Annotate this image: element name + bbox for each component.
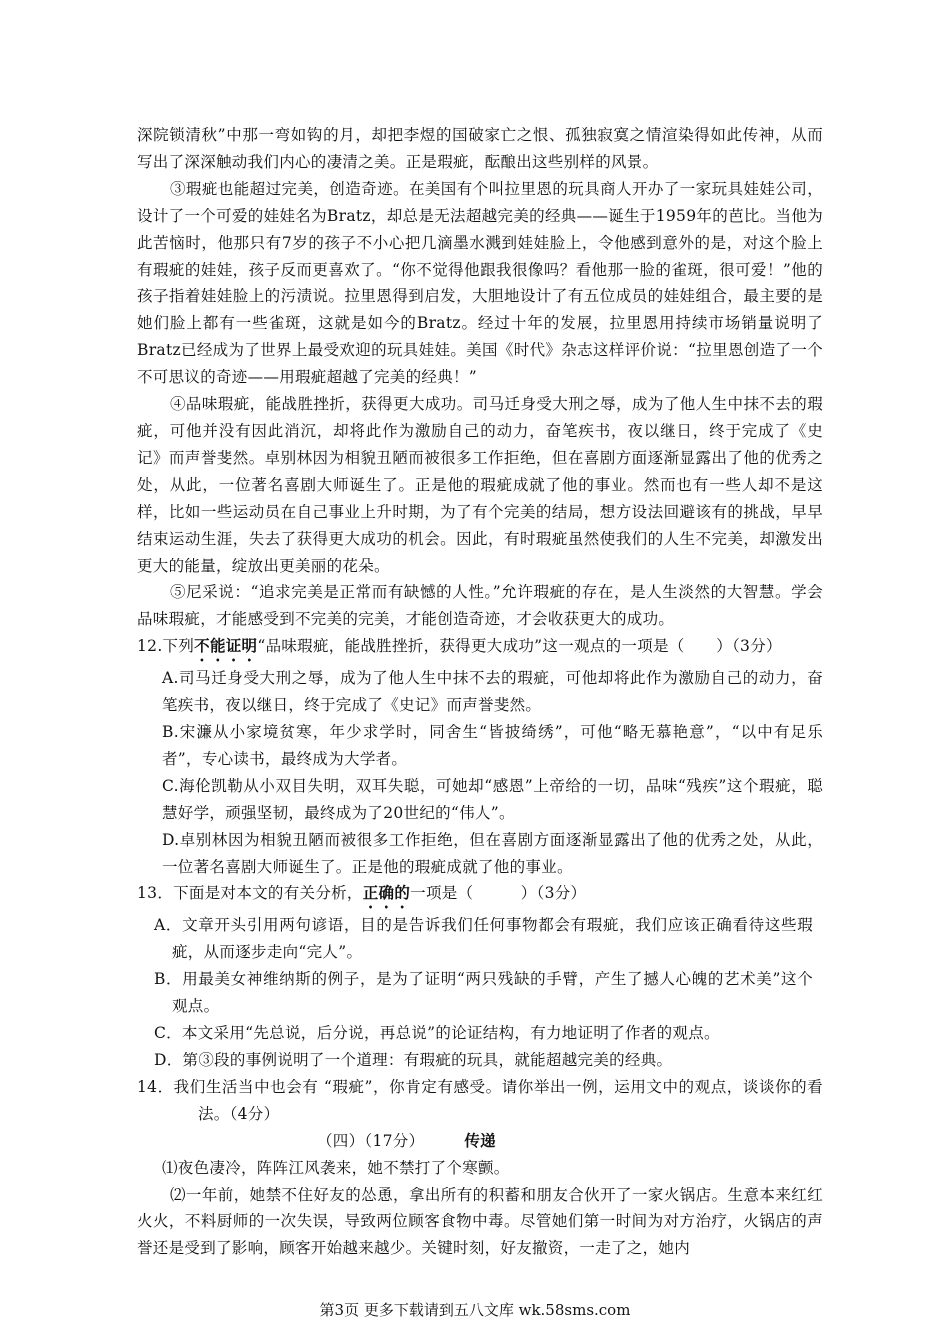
section-label: （四）（17分）	[317, 1131, 425, 1150]
question-12-option-d: D.卓别林因为相貌丑陋而被很多工作拒绝，但在喜剧方面逐渐显露出了他的优秀之处，从此，一位著名喜剧大师诞生了。正是他的瑕疵成就了他的事业。	[162, 830, 823, 876]
question-13-option-c: C．本文采用“先总说，后分说，再总说”的论证结构，有力地证明了作者的观点。	[154, 1024, 720, 1043]
page-content	[137, 122, 823, 1262]
paragraph-4: ④品味瑕疵，能战胜挫折，获得更大成功。司马迁身受大刑之辱，成为了他人生中抹不去的瑕疵，可他并没有因此消沉，却将此作为激励自己的动力，奋笔疾书，夜以继日，终于完成了《史记》而声誉斐然。卓别林因为相貌丑陋而被很多工作拒绝，但在喜剧方面逐渐显露出了他的优秀之处，从此，一位著名喜剧大师诞生了。正是他的瑕疵成就了他的事业。然而也有一些人却不是这样，比如一些运动员在自己事业上升时期，为了有个完美的结局，想方设法回避该有的挑战，早早结束运动生涯，失去了获得更大成功的机会。因此，有时瑕疵虽然使我们的人生不完美，却激发出更大的能量，绽放出更美丽的花朵。	[137, 395, 823, 575]
passage-paragraph-2: ⑵一年前，她禁不住好友的怂恿，拿出所有的积蓄和朋友合伙开了一家火锅店。生意本来红红火火，不料厨师的一次失误，导致两位顾客食物中毒。尽管她们第一时间为对方治疗，火锅店的声誉还是受到了影响，顾客开始越来越少。关键时刻，好友撤资，一走了之，她内	[137, 1185, 823, 1258]
section-title: 传递	[464, 1130, 496, 1150]
question-12-option-a: A.司马迁身受大刑之辱，成为了他人生中抹不去的瑕疵，可他却将此作为激励自己的动力，奋笔疾书，夜以继日，终于完成了《史记》而声誉斐然。	[162, 669, 823, 715]
question-13-emphasis: 正确的	[362, 883, 411, 903]
paragraph-3: ③瑕疵也能超过完美，创造奇迹。在美国有个叫拉里恩的玩具商人开办了一家玩具娃娃公司，设计了一个可爱的娃娃名为Bratz，却总是无法超越完美的经典——诞生于1959年的芭比。当他为此苦恼时，他那只有7岁的孩子不小心把几滴墨水溅到娃娃脸上，令他感到意外的是，对这个脸上有瑕疵的娃娃，孩子反而更喜欢了。“你不觉得他跟我很像吗？看他那一脸的雀斑，很可爱！”他的孩子指着娃娃脸上的污渍说。拉里恩得到启发，大胆地设计了有五位成员的娃娃组合，最主要的是她们脸上都有一些雀斑，这就是如今的Bratz。经过十年的发展，拉里恩用持续市场销量说明了Bratz已经成为了世界上最受欢迎的玩具娃娃。美国《时代》杂志这样评价说：“拉里恩创造了一个不可思议的奇迹——用瑕疵超越了完美的经典！”	[137, 179, 823, 387]
section-heading	[137, 1128, 823, 1155]
page-footer: 第3页 更多下载请到五八文库 wk.58sms.com	[319, 1301, 631, 1319]
question-13-option-d: D．第③段的事例说明了一个道理：有瑕疵的玩具，就能超越完美的经典。	[154, 1051, 673, 1069]
question-13-prefix: 13．下面是对本文的有关分析，	[137, 884, 363, 903]
question-12-option-b: B.宋濂从小家境贫寒，年少求学时，同舍生“皆披绮绣”，可他“略无慕艳意”，“以中有足乐者”，专心读书，最终成为大学者。	[162, 723, 823, 768]
question-13-suffix: 一项是（ ）（3分）	[410, 884, 587, 903]
paragraph-continuation: 深院锁清秋”中那一弯如钩的月，却把李煜的国破家亡之恨、孤独寂寞之情渲染得如此传神，从而写出了深深触动我们内心的凄清之美。正是瑕疵，酝酿出这些别样的风景。	[137, 126, 823, 171]
question-12-suffix: “品味瑕疵，能战胜挫折，获得更大成功”这一观点的一项是（ ）（3分）	[257, 637, 782, 656]
question-12-prefix: 12.下列	[137, 637, 195, 656]
question-13-option-b: B．用最美女神维纳斯的例子，是为了证明“两只残缺的手臂，产生了撼人心魄的艺术美”这个观点。	[154, 970, 813, 1016]
paragraph-5: ⑤尼采说：“追求完美是正常而有缺憾的人性。”允许瑕疵的存在，是人生淡然的大智慧。学会品味瑕疵，才能感受到不完美的完美，才能创造奇迹，才会收获更大的成功。	[137, 583, 823, 629]
passage-sentence-1: ⑴夜色凄冷，阵阵江风袭来，她不禁打了个寒颤。	[162, 1158, 510, 1177]
question-12	[137, 633, 823, 665]
question-12-option-c: C.海伦凯勒从小双目失明，双耳失聪，可她却“感恩”上帝给的一切，品味“残疾”这个瑕疵，聪慧好学，顽强坚韧，最终成为了20世纪的“伟人”。	[162, 776, 823, 822]
question-12-emphasis: 不能证明	[194, 636, 258, 656]
question-13	[137, 880, 823, 912]
question-14: 14．我们生活当中也会有 “瑕疵”，你肯定有感受。请你举出一例，运用文中的观点，谈谈你的看法。（4分）	[137, 1077, 823, 1123]
question-13-option-a: A．文章开头引用两句谚语，目的是告诉我们任何事物都会有瑕疵，我们应该正确看待这些瑕疵，从而逐步走向“完人”。	[154, 916, 813, 962]
